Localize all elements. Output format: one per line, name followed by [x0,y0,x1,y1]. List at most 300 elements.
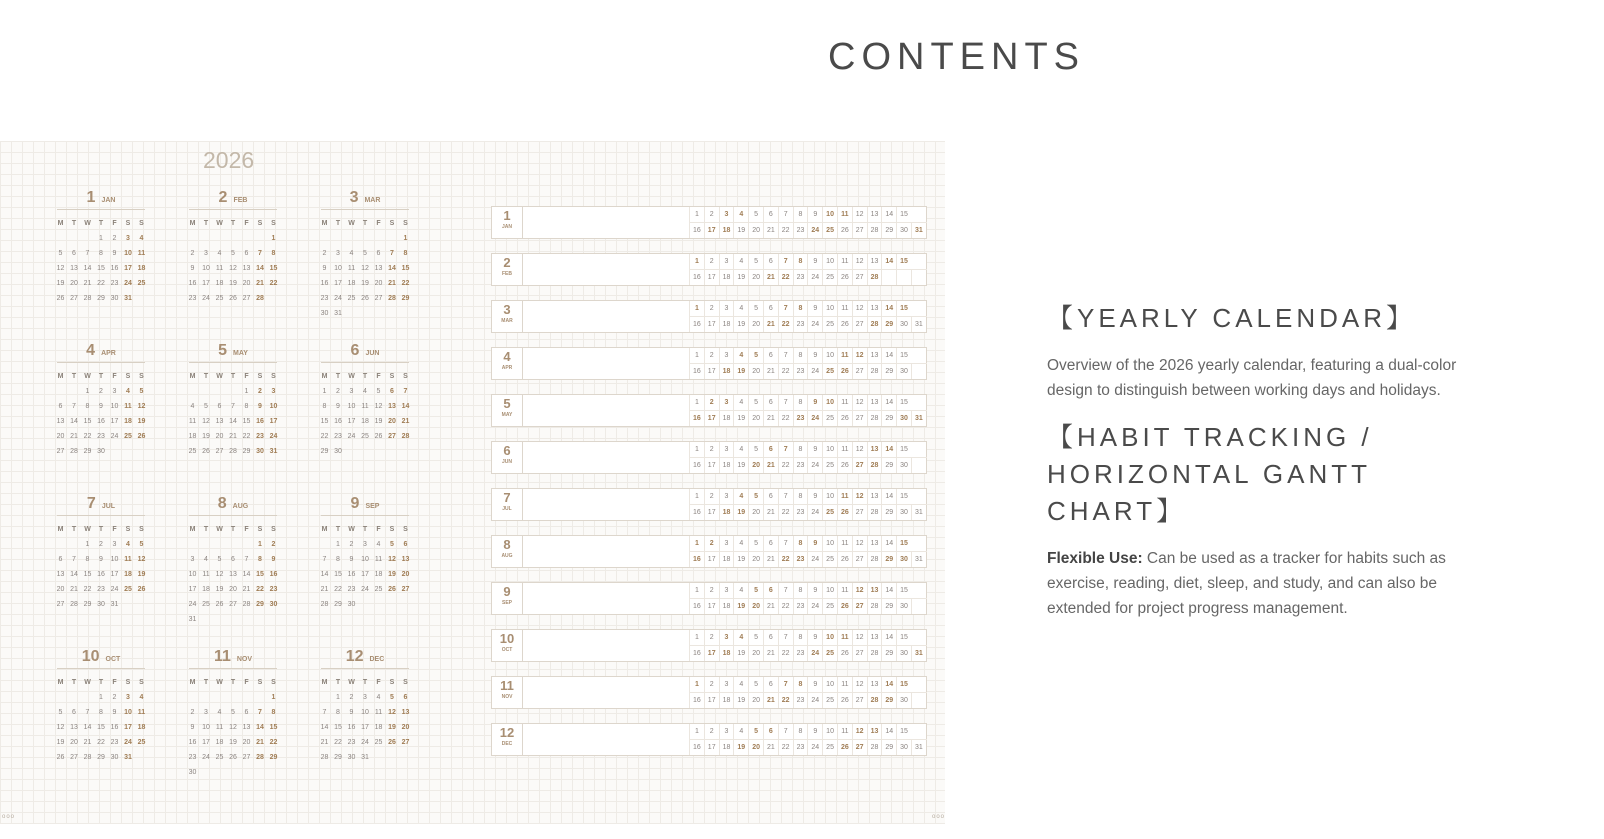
day-cell: 1 [99,694,103,701]
gantt-day-cells [689,677,927,708]
gantt-day-cell: 19 [733,599,748,614]
day-cell: 22 [97,280,105,287]
gantt-day-cell: 21 [763,552,778,567]
gantt-day-cell: 8 [793,630,808,645]
day-cell: 2 [112,235,117,242]
gantt-day-cell: 22 [778,317,793,332]
weekday-label: M [321,373,328,380]
day-cell: 23 [188,754,197,761]
gantt-day-cell: 1 [689,301,704,316]
gantt-day-cells [689,724,927,755]
day-cell: 24 [124,280,132,287]
gantt-day-cell: 19 [733,552,748,567]
weekday-label: S [389,220,395,227]
day-cell: 2 [349,694,354,701]
gantt-day-cell: 16 [689,740,704,755]
gantt-day-cell: 12 [852,301,867,316]
day-cell: 17 [110,571,119,578]
gantt-day-cell: 28 [867,552,882,567]
day-cell: 7 [390,250,394,257]
month-block [174,648,292,788]
weekday-label: F [112,526,117,533]
day-cell: 18 [137,724,146,731]
day-cell: 19 [137,418,146,425]
month-abbr: AUG [232,503,249,510]
day-cell: 6 [217,403,222,410]
empty-day [199,537,213,552]
gantt-day-cell: 5 [748,207,763,222]
day-cell: 10 [188,571,197,578]
day-cell: 6 [390,388,394,395]
weekday-label: W [84,220,91,227]
day-cell: 4 [139,235,144,242]
gantt-day-cell: 23 [793,458,808,473]
day-cell: 23 [347,739,356,746]
gantt-day-cell: 30 [896,458,911,473]
month-abbr: MAR [364,197,381,204]
gantt-day-cell: 2 [704,677,719,692]
day-cell: 18 [374,724,383,731]
weekday-header [306,522,424,537]
gantt-day-cell: 2 [704,489,719,504]
gantt-day-cell: 31 [911,740,926,755]
day-cell: 27 [242,754,251,761]
weekday-header [174,369,292,384]
gantt-day-cell: 29 [881,599,896,614]
gantt-day-cell: 29 [881,458,896,473]
day-cell: 5 [231,709,235,716]
day-cell: 16 [188,739,197,746]
weekday-header [306,369,424,384]
day-cell: 14 [256,265,264,272]
day-cell: 27 [215,448,224,455]
gantt-day-cell: 1 [689,207,704,222]
gantt-day-cell: 10 [822,301,837,316]
gantt-day-cell: 6 [763,254,778,269]
gantt-day-cell: 8 [793,677,808,692]
gantt-day-cell: 25 [822,458,837,473]
month-days [306,384,424,459]
day-cell: 3 [112,388,117,395]
day-cell: 18 [124,571,132,578]
empty-day [199,231,213,246]
day-cell: 4 [363,388,367,395]
day-cell: 31 [110,601,119,608]
gantt-day-cell: 15 [896,442,911,457]
gantt-day-cell: 10 [822,442,837,457]
gantt-day-cell: 17 [704,458,719,473]
gantt-day-cell: 24 [807,270,822,285]
gantt-day-cell: 6 [763,536,778,551]
gantt-day-cell: 16 [689,505,704,520]
gantt-day-cell: 14 [881,301,896,316]
day-cell: 15 [320,418,329,425]
gantt-day-cell: 21 [763,599,778,614]
gantt-day-cell: 21 [763,364,778,379]
gantt-day-cell: 13 [867,395,882,410]
day-cell: 26 [137,433,146,440]
gantt-row [491,300,927,333]
gantt-day-cell: 9 [807,207,822,222]
day-cell: 2 [190,709,195,716]
weekday-label: T [230,679,236,686]
gantt-day-cell: 20 [748,646,763,661]
day-cell: 26 [388,739,396,746]
gantt-day-cell: 24 [807,693,822,708]
page-title: CONTENTS [828,36,1085,78]
gantt-day-cell: 27 [852,505,867,520]
gantt-day-cell: 3 [719,207,734,222]
gantt-day-cell: 18 [719,552,734,567]
gantt-day-cell: 14 [881,207,896,222]
weekday-label: S [271,526,276,533]
day-cell: 19 [388,724,396,731]
weekday-label: F [376,220,381,227]
day-cell: 28 [320,754,329,761]
day-cell: 6 [58,403,63,410]
gantt-row [491,723,927,756]
gantt-day-cell: 26 [837,364,852,379]
gantt-day-cell: 5 [748,536,763,551]
gantt-day-cell: 17 [704,693,719,708]
gantt-day-cell: 20 [748,693,763,708]
weekday-label: W [216,373,223,380]
day-cell: 18 [374,571,383,578]
day-cell: 27 [374,295,383,302]
gantt-row [491,206,927,239]
gantt-day-cell: 13 [867,254,882,269]
day-cell: 29 [320,448,329,455]
gantt-day-cell: 3 [719,630,734,645]
gantt-day-cell: 10 [822,348,837,363]
gantt-day-line [689,583,927,599]
gantt-day-cells [689,442,927,473]
gantt-day-cell: 5 [748,630,763,645]
gantt-day-cell: 8 [793,489,808,504]
empty-day [213,690,227,705]
weekday-label: T [335,526,341,533]
gantt-day-line [689,254,927,270]
day-cell: 24 [334,295,342,302]
gantt-day-cell: 14 [881,254,896,269]
day-cell: 28 [229,448,237,455]
weekday-label: S [389,526,395,533]
day-cell: 30 [110,295,119,302]
month-header [57,189,145,210]
day-cell: 18 [215,739,224,746]
day-cell: 2 [322,250,327,257]
day-cell: 13 [242,724,251,731]
day-cell: 7 [322,556,327,563]
gantt-day-cell: 19 [733,270,748,285]
gantt-day-cell: 6 [763,630,778,645]
day-cell: 27 [56,601,65,608]
weekday-label: M [189,526,196,533]
day-cell: 3 [336,250,340,257]
day-cell: 12 [137,403,146,410]
day-cell: 10 [124,709,132,716]
gantt-day-cell: 4 [733,677,748,692]
gantt-day-cell: 30 [896,552,911,567]
day-cell: 9 [112,709,117,716]
day-cell: 18 [202,586,210,593]
day-cell: 14 [83,265,92,272]
day-cell: 6 [244,250,249,257]
gantt-day-cell: 24 [807,364,822,379]
day-cell: 29 [97,754,105,761]
day-cell: 17 [334,280,342,287]
empty-day [253,231,267,246]
day-cell: 8 [244,403,249,410]
gantt-day-cell: 16 [689,411,704,426]
gantt-day-cell: 24 [807,552,822,567]
day-cell: 10 [110,403,119,410]
day-cell: 2 [190,250,195,257]
empty-day [186,537,200,552]
gantt-day-cell: 27 [852,599,867,614]
gantt-month-number: 1 [503,208,511,223]
day-cell: 24 [361,586,369,593]
day-cell: 22 [256,586,264,593]
month-block [174,189,292,329]
gantt-day-cell: 9 [807,536,822,551]
day-cell: 5 [139,388,144,395]
day-cell: 10 [334,265,342,272]
gantt-day-cell: 1 [689,536,704,551]
day-cell: 20 [229,586,237,593]
day-cell: 2 [99,541,103,548]
gantt-day-cell: 11 [837,677,852,692]
weekday-label: T [362,679,368,686]
gantt-day-cell: 15 [896,301,911,316]
gantt-day-cell: 23 [793,552,808,567]
gantt-day-cell: 21 [763,693,778,708]
gantt-day-cell: 20 [748,505,763,520]
gantt-day-cell: 7 [778,301,793,316]
weekday-label: W [348,526,355,533]
gantt-day-cell: 5 [748,395,763,410]
gantt-day-cell: 16 [689,646,704,661]
day-cell: 6 [72,709,76,716]
gantt-month-number: 5 [503,396,511,411]
day-cell: 28 [70,448,78,455]
gantt-month-abbr: APR [501,365,513,371]
gantt-day-cell: 15 [896,395,911,410]
gantt-day-cell: 15 [896,254,911,269]
month-header [321,189,409,210]
day-cell: 7 [322,709,327,716]
empty-day [199,384,213,399]
gantt-day-cell: 3 [719,254,734,269]
gantt-day-cell: 29 [881,411,896,426]
weekday-label: S [125,220,131,227]
day-cell: 7 [72,556,76,563]
day-cell: 14 [229,418,237,425]
gantt-day-cell: 23 [793,364,808,379]
day-cell: 13 [229,571,237,578]
gantt-day-line [689,505,927,520]
day-cell: 30 [347,601,356,608]
empty-day [213,231,227,246]
day-cell: 19 [56,280,65,287]
weekday-header [174,522,292,537]
gantt-month-number: 11 [500,678,514,693]
corner-mark: ooo [2,814,16,820]
gantt-day-cell: 26 [837,458,852,473]
weekday-label: S [257,679,263,686]
gantt-day-cell: 31 [911,223,926,238]
month-block [42,648,160,788]
day-cell: 27 [242,295,251,302]
gantt-day-cell: 9 [807,489,822,504]
day-cell: 8 [271,709,276,716]
day-cell: 15 [401,265,410,272]
gantt-day-cell: 17 [704,552,719,567]
day-cell: 3 [190,556,195,563]
weekday-label: M [57,373,64,380]
gantt-day-cell: 30 [896,317,911,332]
month-header [57,648,145,669]
day-cell: 17 [361,571,369,578]
gantt-month-number: 9 [503,584,511,599]
gantt-day-cell: 7 [778,395,793,410]
gantt-day-cell: 7 [778,348,793,363]
day-cell: 3 [204,250,208,257]
day-cell: 30 [110,754,119,761]
gantt-day-cell: 11 [837,395,852,410]
gantt-day-line [689,536,927,552]
day-cell: 26 [374,433,383,440]
gantt-month-label [492,489,523,520]
weekday-label: M [189,220,196,227]
gantt-day-cell: 27 [852,552,867,567]
gantt-month-abbr: JUN [501,459,512,465]
day-cell: 12 [388,556,396,563]
day-cell: 26 [137,586,146,593]
gantt-day-cell: 25 [822,317,837,332]
gantt-day-line [689,301,927,317]
day-cell: 8 [99,709,103,716]
day-cell: 5 [58,250,63,257]
gantt-day-cell: 16 [689,317,704,332]
gantt-month-number: 12 [499,725,515,740]
day-cell: 5 [217,556,222,563]
gantt-day-cell: 2 [704,536,719,551]
weekday-label: T [98,373,104,380]
gantt-month-label [492,348,523,379]
empty-day [318,537,332,552]
weekday-label: T [335,679,341,686]
day-cell: 11 [215,724,224,731]
gantt-day-cell: 17 [704,411,719,426]
gantt-day-cell: 9 [807,677,822,692]
gantt-day-cell [911,270,926,285]
day-cell: 14 [70,418,78,425]
day-cell: 30 [97,448,105,455]
weekday-label: W [348,373,355,380]
gantt-day-cell: 29 [881,693,896,708]
empty-day [240,537,254,552]
day-cell: 22 [83,433,92,440]
day-cell: 25 [374,586,383,593]
day-cell: 18 [124,418,132,425]
day-cell: 20 [401,724,410,731]
gantt-day-cell: 9 [807,254,822,269]
gantt-day-cell: 24 [807,599,822,614]
gantt-day-cell: 4 [733,630,748,645]
day-cell: 20 [242,280,251,287]
weekday-label: W [216,679,223,686]
gantt-day-cell: 23 [793,693,808,708]
gantt-day-cell: 11 [837,536,852,551]
weekday-label: S [257,526,263,533]
gantt-day-cell: 23 [793,317,808,332]
gantt-day-cell: 12 [852,395,867,410]
weekday-label: S [125,373,131,380]
empty-day [199,690,213,705]
gantt-row [491,582,927,615]
month-days [42,231,160,306]
day-cell: 8 [403,250,408,257]
gantt-day-cell: 22 [778,458,793,473]
gantt-day-cell: 31 [911,505,926,520]
day-cell: 20 [374,280,383,287]
section-heading-yearly-calendar: 【YEARLY CALENDAR】 [1047,303,1417,333]
day-cell: 14 [70,571,78,578]
gantt-day-cell: 4 [733,301,748,316]
empty-day [213,537,227,552]
gantt-month-abbr: MAR [501,318,513,324]
gantt-day-cells [689,207,927,238]
gantt-day-cell: 3 [719,348,734,363]
day-cell: 26 [229,295,237,302]
gantt-day-cell: 13 [867,724,882,739]
gantt-day-cell: 28 [867,458,882,473]
day-cell: 21 [388,280,396,287]
gantt-day-cell: 10 [822,536,837,551]
day-cell: 9 [322,265,327,272]
gantt-day-cell: 27 [852,270,867,285]
month-block [306,342,424,482]
gantt-day-cell: 18 [719,693,734,708]
day-cell: 1 [336,541,340,548]
day-cell: 19 [229,739,237,746]
day-cell: 11 [347,265,356,272]
day-cell: 10 [110,556,119,563]
gantt-day-cell: 18 [719,646,734,661]
gantt-day-cell: 2 [704,301,719,316]
weekday-label: S [271,220,276,227]
day-cell: 17 [124,724,132,731]
gantt-day-line [689,740,927,755]
gantt-day-cell: 1 [689,442,704,457]
gantt-day-cell: 3 [719,536,734,551]
day-cell: 20 [401,571,410,578]
gantt-day-cell: 3 [719,442,734,457]
day-cell: 25 [137,280,146,287]
gantt-day-cell [911,458,926,473]
gantt-day-cell: 1 [689,395,704,410]
weekday-label: W [348,220,355,227]
day-cell: 10 [202,265,210,272]
day-cell: 27 [70,295,78,302]
day-cell: 13 [70,724,78,731]
gantt-day-cell: 10 [822,254,837,269]
gantt-day-cell: 18 [719,458,734,473]
day-cell: 3 [363,694,367,701]
gantt-row [491,253,927,286]
weekday-label: F [376,526,381,533]
